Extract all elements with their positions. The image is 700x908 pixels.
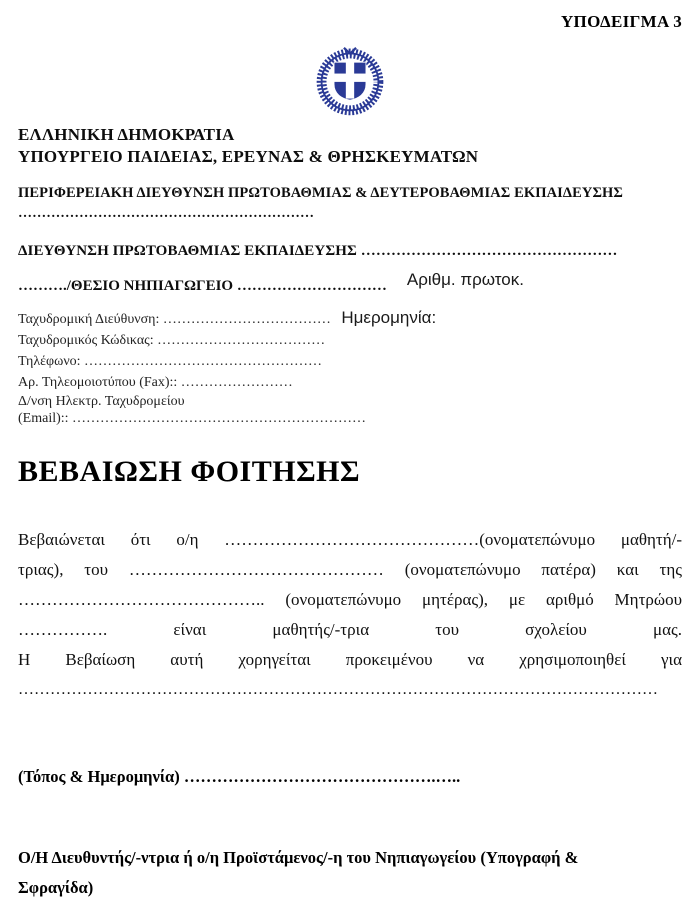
- signature-block: [18, 843, 682, 903]
- email-label-line: Δ/νση Ηλεκτρ. Ταχυδρομείου: [18, 394, 185, 409]
- signature-stamp-line: Σφραγίδα): [18, 878, 94, 897]
- certificate-body: [18, 525, 682, 705]
- regional-directorate-title: ΠΕΡΙΦΕΡΕΙΑΚΗ ΔΙΕΥΘΥΝΣΗ ΠΡΩΤΟΒΑΘΜΙΑΣ & ΔΕΥΤΕΡΟΒΑΘΜΙΑΣ ΕΚΠΑΙΔΕΥΣΗΣ: [18, 185, 623, 201]
- contact-block: [18, 307, 682, 427]
- purpose-fill-dots: …………………………………………………………………………………………………………: [18, 681, 658, 698]
- phone-field: Τηλέφωνο: ……………………………………………: [18, 354, 323, 369]
- body-line-registry: ……………. είναι μαθητής/-τρια του σχολείου μας.: [18, 620, 682, 639]
- protocol-number-label: Αριθμ. πρωτοκ.: [406, 270, 524, 289]
- primary-directorate-line: ΔΙΕΥΘΥΝΣΗ ΠΡΩΤΟΒΑΘΜΙΑΣ ΕΚΠΑΙΔΕΥΣΗΣ ……………………………………………: [18, 243, 618, 259]
- body-line-father: τριας), του ……………………………………… (ονοματεπώνυμο πατέρα) και της: [18, 560, 682, 579]
- body-line-purpose: Η Βεβαίωση αυτή χορηγείται προκειμένου να χρησιμοποιηθεί για: [18, 650, 682, 669]
- date-label: Ημερομηνία:: [341, 308, 437, 327]
- greek-emblem-svg: [312, 44, 388, 116]
- document-title: ΒΕΒΑΙΩΣΗ ΦΟΙΤΗΣΗΣ: [18, 455, 361, 488]
- greek-national-emblem-icon: [18, 44, 682, 118]
- republic-title: ΕΛΛΗΝΙΚΗ ΔΗΜΟΚΡΑΤΙΑ: [18, 125, 235, 144]
- kindergarten-protocol-row: [18, 270, 682, 295]
- regional-directorate-fill-dots: ………………………………………………………: [18, 206, 315, 221]
- signature-title-line: Ο/Η Διευθυντής/-ντρια ή ο/η Προϊστάμενος/-η του Νηπιαγωγείου (Υπογραφή &: [18, 848, 579, 867]
- place-date-field: (Τόπος & Ημερομηνία) ……………………………………….…..: [18, 767, 461, 786]
- email-field: (Email):: ………………………………………………………: [18, 411, 367, 426]
- ministry-title: ΥΠΟΥΡΓΕΙΟ ΠΑΙΔΕΙΑΣ, ΕΡΕΥΝΑΣ & ΘΡΗΣΚΕΥΜΑΤΩΝ: [18, 147, 479, 166]
- template-label: ΥΠΟΔΕΙΓΜΑ 3: [560, 12, 682, 31]
- postal-address-field: Ταχυδρομική Διεύθυνση: ………………………………: [18, 312, 331, 327]
- postal-address-line: [18, 307, 682, 330]
- kindergarten-line: ………./ΘΕΣΙΟ ΝΗΠΙΑΓΩΓΕΙΟ …………………………: [18, 278, 387, 294]
- fax-field: Αρ. Τηλεομοιοτύπου (Fax):: ……………………: [18, 375, 293, 390]
- body-line-student: Βεβαιώνεται ότι ο/η ………………………………………(ονοματεπώνυμο μαθητή/-: [18, 530, 682, 549]
- body-line-mother: …………………………………….. (ονοματεπώνυμο μητέρας), με αριθμό Μητρώου: [18, 590, 682, 609]
- postal-code-field: Ταχυδρομικός Κώδικας: ………………………………: [18, 333, 326, 348]
